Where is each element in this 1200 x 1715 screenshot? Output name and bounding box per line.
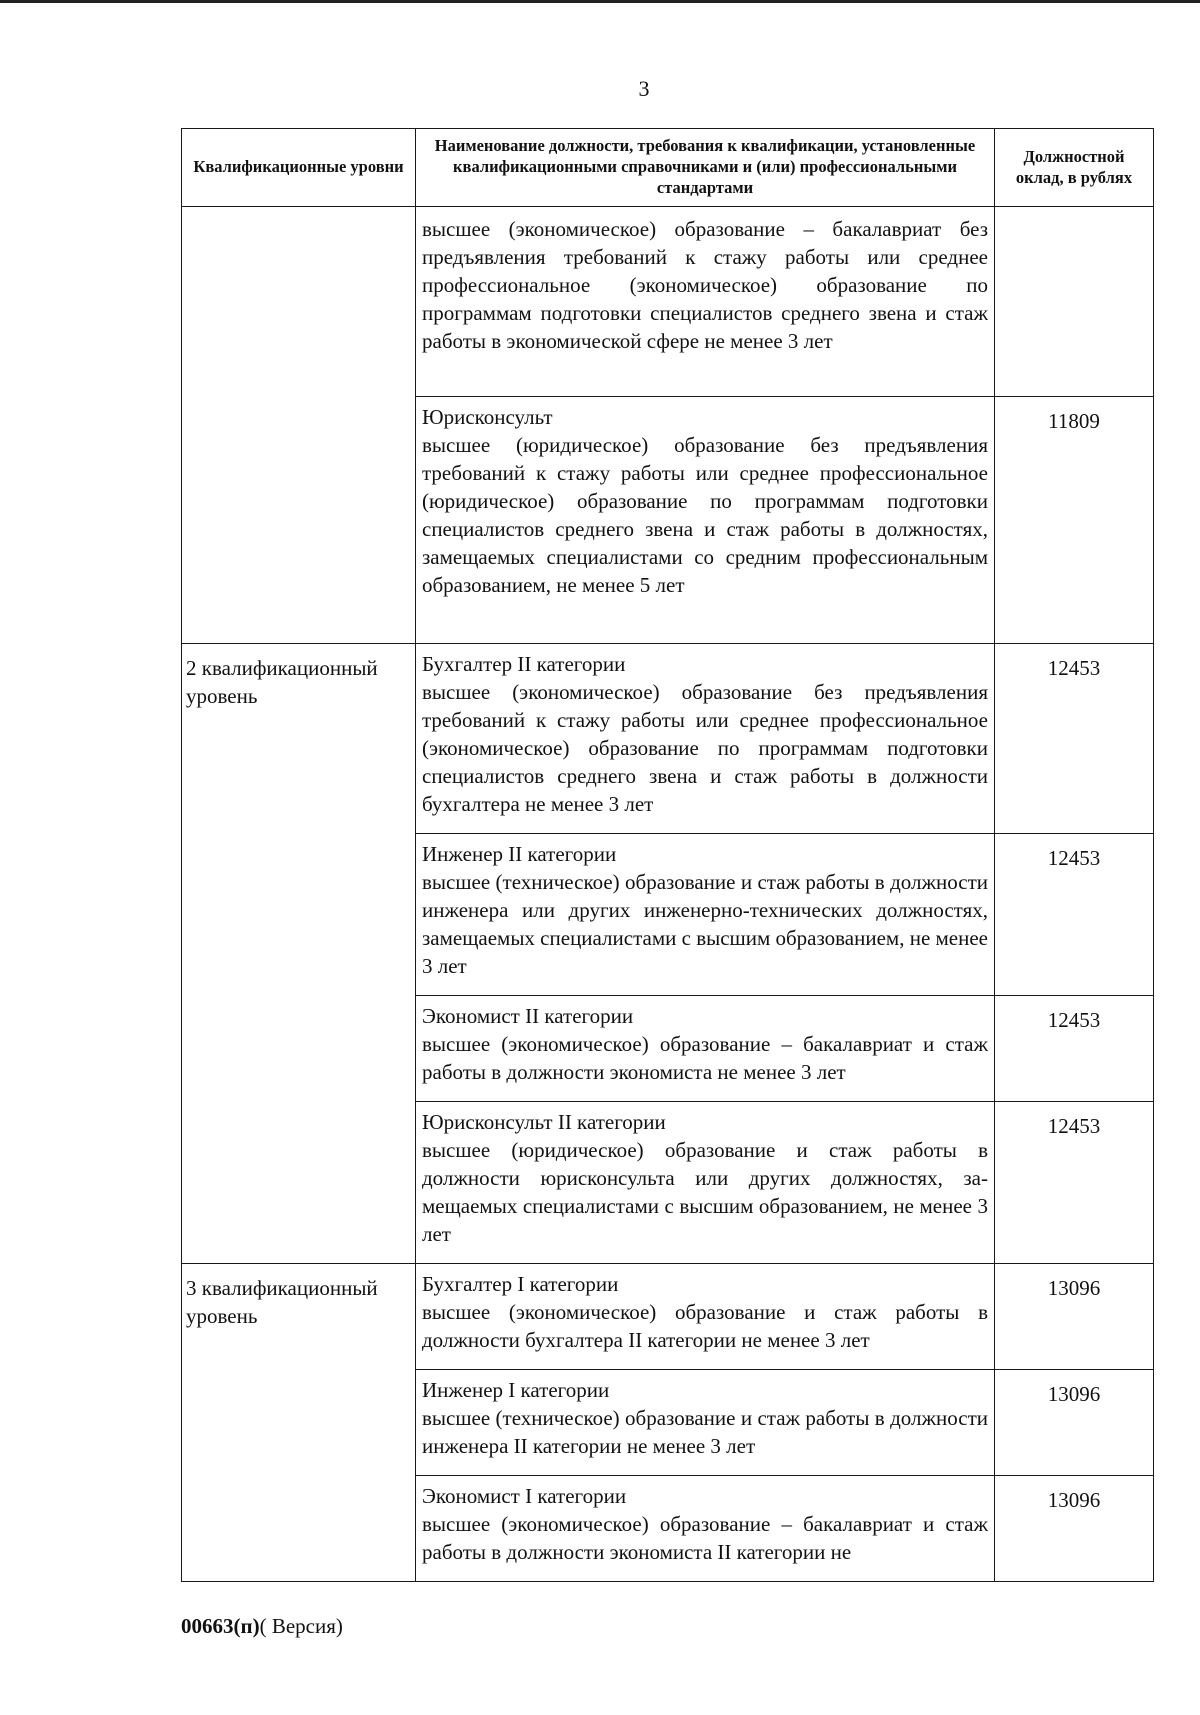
salary-cell: 12453 xyxy=(995,834,1154,996)
position-requirements: высшее (юридическое) образование без предъявления требований к стажу работы или среднее профессиональное (юридическое) образование по программам подготовки специалистов среднего звена и стаж работы в должностях, замещаемых специалистами со средним профессиональным образованием, не менее 5 лет xyxy=(422,433,988,597)
top-border-line xyxy=(0,0,1200,3)
salary-cell: 12453 xyxy=(995,996,1154,1102)
salary-cell: 12453 xyxy=(995,1102,1154,1264)
position-requirements: высшее (экономическое) образование – бакалавриат и стаж работы в должности экономиста II категории не xyxy=(422,1512,988,1564)
level-cell: 3 квалификационный уровень xyxy=(182,1264,416,1582)
salary-cell xyxy=(995,207,1154,397)
document-version: ( Версия) xyxy=(259,1614,343,1638)
position-cell xyxy=(416,996,995,1102)
header-salary: Должностной оклад, в рублях xyxy=(995,129,1154,207)
salary-cell: 12453 xyxy=(995,644,1154,834)
page-number: 3 xyxy=(638,76,650,101)
position-cell xyxy=(416,834,995,996)
header-position: Наименование должности, требования к квалификации, установленные квалификационными справочниками и (или) профессиональными стандартами xyxy=(416,129,995,207)
position-title: Бухгалтер I категории xyxy=(422,1272,619,1296)
position-cell xyxy=(416,1102,995,1264)
level-cell xyxy=(182,207,416,644)
salary-cell: 13096 xyxy=(995,1476,1154,1582)
position-cell xyxy=(416,1370,995,1476)
position-cell xyxy=(416,644,995,834)
position-requirements: высшее (экономическое) образование и стаж работы в должности бухгалтера II категории не менее 3 лет xyxy=(422,1300,988,1352)
position-cell xyxy=(416,1476,995,1582)
position-title: Юрисконсульт II категории xyxy=(422,1110,666,1134)
position-requirements: высшее (юридическое) образование и стаж работы в должности юрисконсульта или других должностях, замещаемых специалистами с высшим образованием, не менее 3 лет xyxy=(422,1138,988,1246)
table-row xyxy=(182,1264,1154,1370)
position-title: Юрисконсульт xyxy=(422,405,553,429)
header-level: Квалификационные уровни xyxy=(182,129,416,207)
position-requirements: высшее (экономическое) образование – бакалавриат и стаж работы в должности экономиста не менее 3 лет xyxy=(422,1032,988,1084)
position-title: Инженер II категории xyxy=(422,842,617,866)
position-requirements: высшее (экономическое) образование без предъявления требований к стажу работы или среднее профессиональное (экономическое) образование по программам подготовки специалистов среднего звена и стаж работы в должности бухгалтера не менее 3 лет xyxy=(422,680,988,816)
document-code xyxy=(181,1614,343,1639)
table-header-row xyxy=(182,129,1154,207)
qualification-table xyxy=(181,128,1154,1582)
position-title: Бухгалтер II категории xyxy=(422,652,626,676)
position-title: Экономист II категории xyxy=(422,1004,634,1028)
salary-cell: 13096 xyxy=(995,1370,1154,1476)
salary-cell: 11809 xyxy=(995,397,1154,644)
document-code-number: 00663(п) xyxy=(181,1614,260,1638)
position-title: Инженер I категории xyxy=(422,1378,610,1402)
position-cell xyxy=(416,1264,995,1370)
position-requirements: высшее (техническое) образование и стаж работы в должности инженера II категории не менее 3 лет xyxy=(422,1406,988,1458)
position-cell xyxy=(416,397,995,644)
salary-cell: 13096 xyxy=(995,1264,1154,1370)
table-row xyxy=(182,644,1154,834)
position-requirements: высшее (экономическое) образование – бакалавриат без предъявления требований к стажу работы или среднее профессиональное (экономическое) образование по программам подготовки специалистов среднего звена и стаж работы в экономической сфере не менее 3 лет xyxy=(422,217,988,353)
position-requirements: высшее (техническое) образование и стаж работы в должности инженера или других инженерно-технических должностях, замещаемых специалистами с высшим образованием, не менее 3 лет xyxy=(422,870,989,978)
table-row xyxy=(182,207,1154,397)
position-title: Экономист I категории xyxy=(422,1484,627,1508)
position-cell xyxy=(416,207,995,397)
level-cell: 2 квалификационный уровень xyxy=(182,644,416,1264)
